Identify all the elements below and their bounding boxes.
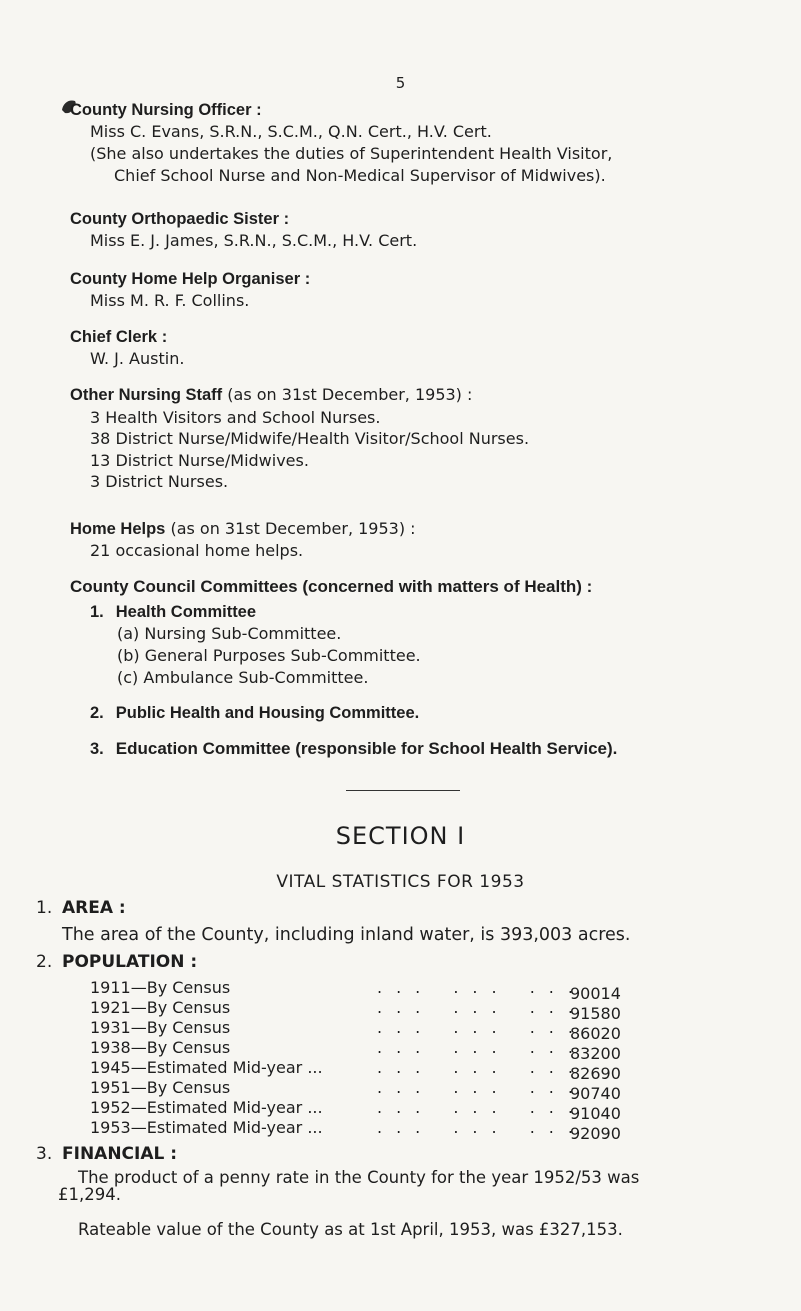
financial-number: 3.	[36, 1144, 53, 1164]
population-number: 2.	[36, 952, 53, 972]
table-row	[90, 1058, 650, 1083]
education-number: 3.	[90, 740, 104, 758]
home-helps-heading-rest: (as on 31st December, 1953) :	[165, 519, 416, 538]
financial-line-2: £1,294.	[58, 1185, 121, 1204]
population-year-label: 1953—Estimated Mid-year ...	[90, 1118, 323, 1137]
population-value: 86020	[570, 1024, 621, 1043]
other-nursing-heading	[70, 384, 529, 407]
financial-line-1: The product of a penny rate in the County for the year 1952/53 was	[78, 1168, 640, 1187]
chief-clerk-block	[70, 326, 184, 370]
population-value: 90740	[570, 1084, 621, 1103]
leader-dots: ... ... ...	[377, 1078, 587, 1097]
area-number: 1.	[36, 898, 53, 918]
other-nursing-heading-rest: (as on 31st December, 1953) :	[222, 385, 473, 404]
section-subtitle: VITAL STATISTICS FOR 1953	[276, 872, 525, 892]
nursing-officer-heading: County Nursing Officer :	[70, 101, 262, 119]
list-item: 13 District Nurse/Midwives.	[90, 450, 309, 470]
education-committee	[90, 738, 617, 760]
population-value: 82690	[570, 1064, 621, 1083]
table-row	[90, 1038, 650, 1063]
population-year-label: 1911—By Census	[90, 978, 231, 997]
sub-committee-item: (c) Ambulance Sub-Committee.	[117, 668, 369, 687]
public-health-number: 2.	[90, 704, 104, 722]
table-row	[90, 1018, 650, 1043]
public-health-committee	[90, 702, 419, 724]
other-nursing-block	[70, 384, 529, 493]
population-year-label: 1921—By Census	[90, 998, 231, 1017]
leader-dots: ... ... ...	[377, 998, 587, 1017]
population-value: 91580	[570, 1004, 621, 1023]
other-nursing-heading-bold: Other Nursing Staff	[70, 386, 223, 404]
table-row	[90, 1118, 650, 1143]
leader-dots: ... ... ...	[377, 1098, 587, 1117]
population-value: 92090	[570, 1124, 621, 1143]
table-row	[90, 1078, 650, 1103]
population-year-label: 1952—Estimated Mid-year ...	[90, 1098, 323, 1117]
page-number: 5	[395, 74, 406, 92]
population-value: 83200	[570, 1044, 621, 1063]
home-help-organiser-name: Miss M. R. F. Collins.	[90, 291, 250, 310]
list-item: 38 District Nurse/Midwife/Health Visitor/School Nurses.	[90, 429, 530, 448]
table-row	[90, 978, 650, 1003]
health-committee-block	[90, 601, 421, 689]
home-help-organiser-block	[70, 268, 310, 312]
population-value: 91040	[570, 1104, 621, 1123]
orthopaedic-sister-name: Miss E. J. James, S.R.N., S.C.M., H.V. Cert.	[90, 231, 418, 250]
home-helps-block	[70, 518, 416, 562]
leader-dots: ... ... ...	[377, 978, 587, 997]
area-heading: AREA :	[62, 898, 126, 918]
sub-committee-item: (b) General Purposes Sub-Committee.	[117, 646, 421, 665]
population-heading: POPULATION :	[62, 952, 198, 972]
public-health-title: Public Health and Housing Committee.	[115, 704, 420, 722]
leader-dots: ... ... ...	[377, 1058, 587, 1077]
leader-dots: ... ... ...	[377, 1118, 587, 1137]
section-title: SECTION I	[335, 822, 466, 850]
leader-dots: ... ... ...	[377, 1038, 587, 1057]
chief-clerk-name: W. J. Austin.	[90, 349, 185, 368]
list-item: 21 occasional home helps.	[90, 541, 304, 560]
area-text: The area of the County, including inland water, is 393,003 acres.	[62, 925, 631, 945]
health-committee-number: 1.	[90, 603, 104, 621]
section-divider	[346, 790, 460, 791]
committees-heading: County Council Committees (concerned with matters of Health) :	[70, 577, 593, 596]
table-row	[90, 1098, 650, 1123]
education-title: Education Committee (responsible for School Health Service).	[115, 739, 618, 758]
nursing-officer-note-2: Chief School Nurse and Non-Medical Supervisor of Midwives).	[114, 166, 606, 185]
population-value: 90014	[570, 984, 621, 1003]
table-row	[90, 998, 650, 1023]
nursing-officer-name: Miss C. Evans, S.R.N., S.C.M., Q.N. Cert., H.V. Cert.	[90, 122, 492, 141]
list-item: 3 Health Visitors and School Nurses.	[90, 407, 381, 427]
nursing-officer-note-1: (She also undertakes the duties of Superintendent Health Visitor,	[90, 144, 613, 163]
health-committee-title: Health Committee	[115, 603, 257, 621]
nursing-officer-block	[70, 99, 612, 187]
financial-line-3: Rateable value of the County as at 1st April, 1953, was £327,153.	[78, 1220, 623, 1239]
orthopaedic-sister-heading: County Orthopaedic Sister :	[70, 210, 290, 228]
population-year-label: 1951—By Census	[90, 1078, 231, 1097]
orthopaedic-sister-block	[70, 208, 417, 252]
home-helps-heading-bold: Home Helps	[70, 520, 166, 538]
committees-block	[70, 576, 592, 598]
home-helps-heading	[70, 518, 416, 540]
financial-heading: FINANCIAL :	[62, 1144, 178, 1164]
home-help-organiser-heading: County Home Help Organiser :	[70, 270, 311, 288]
leader-dots: ... ... ...	[377, 1018, 587, 1037]
sub-committee-item: (a) Nursing Sub-Committee.	[117, 624, 342, 643]
population-year-label: 1945—Estimated Mid-year ...	[90, 1058, 323, 1077]
list-item: 3 District Nurses.	[90, 472, 229, 491]
population-year-label: 1931—By Census	[90, 1018, 231, 1037]
population-year-label: 1938—By Census	[90, 1038, 231, 1057]
chief-clerk-heading: Chief Clerk :	[70, 328, 168, 346]
